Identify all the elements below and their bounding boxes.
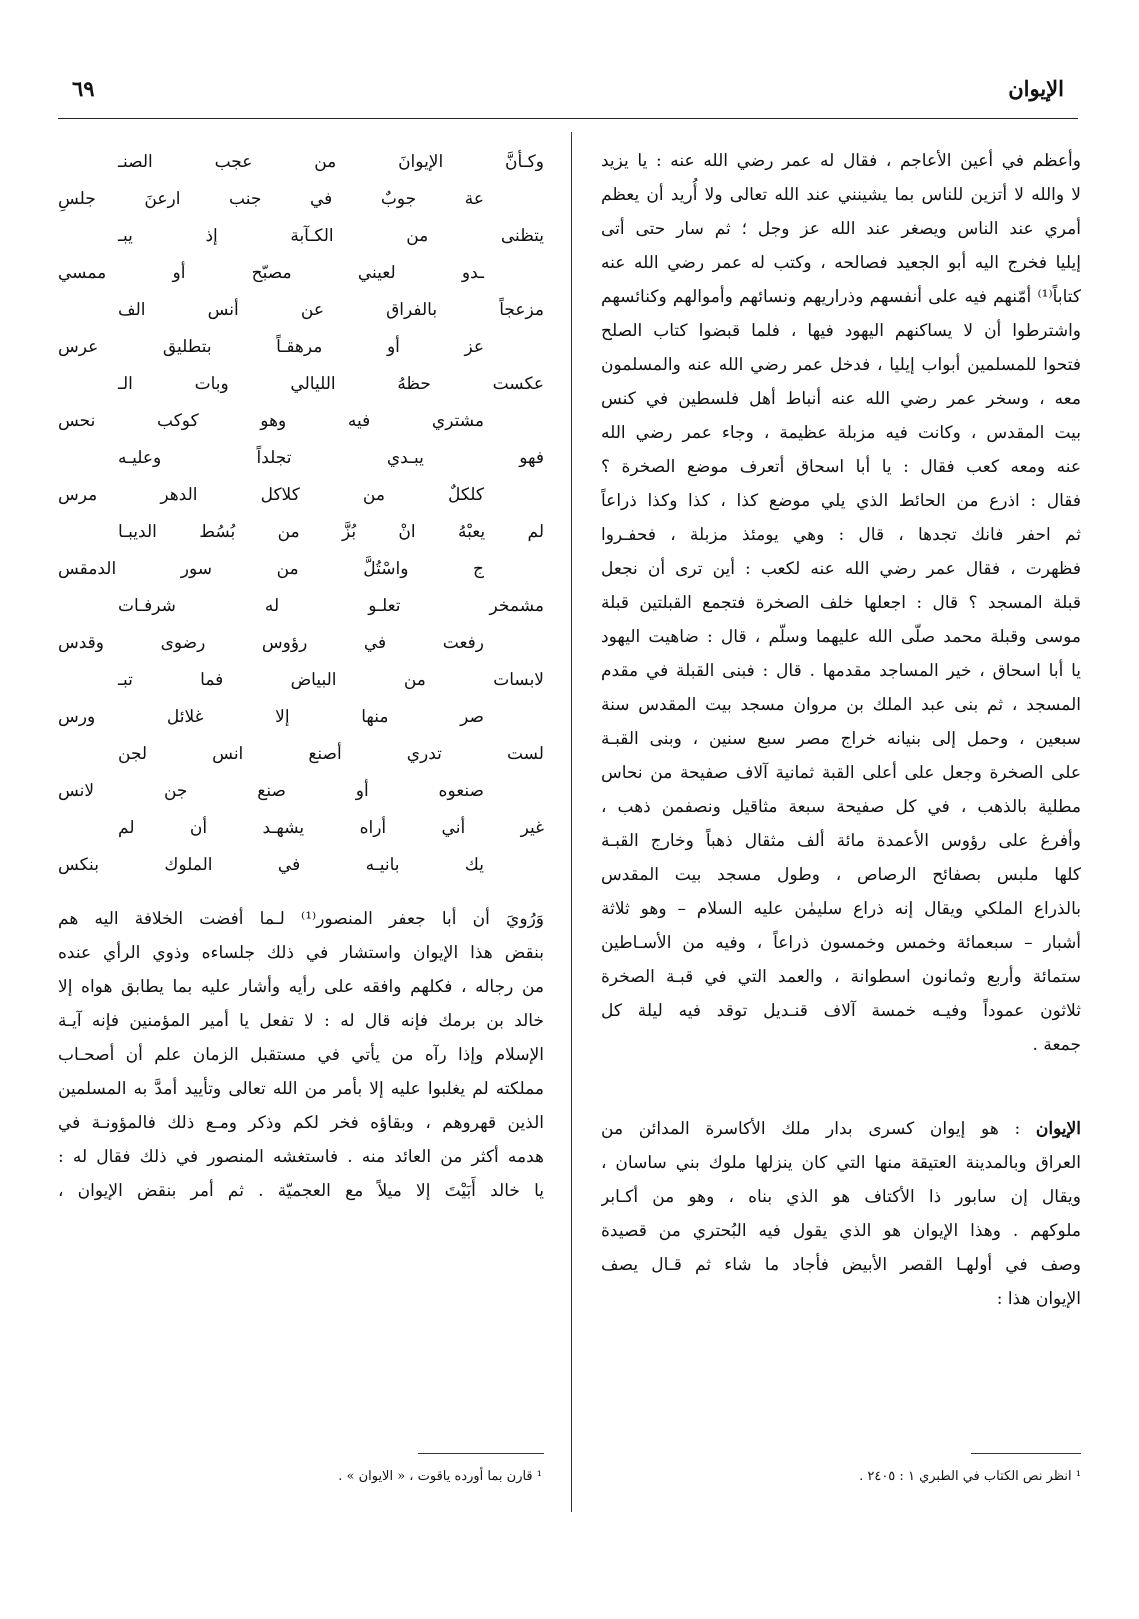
header-rule <box>58 118 1078 119</box>
poem-verse-line: عة جوبٌ في جنب ارعنَ جلسِ <box>58 189 484 209</box>
poem-verse-line: صنعوه أو صنع جن لانس <box>58 781 484 801</box>
poem-verse-line: رفعت في رؤوس رضوى وقدس <box>58 633 484 653</box>
text-line: واشترطوا أن لا يساكنهم اليهود فيها ، فلما قبضوا كتاب الصلح <box>601 321 1081 341</box>
poem-verse-line: يك بانيـه في الملوك بنكس <box>58 855 484 875</box>
text-line: المسجد ، ثم بنى عبد الملك بن مروان مسجد بيت المقدس سنة <box>601 695 1081 715</box>
poem-verse-line: لابسات من البياض فما تبـ <box>118 670 544 690</box>
paragraph-jerusalem <box>601 144 1081 1062</box>
left-column <box>58 144 544 1208</box>
text-line: خالد بن برمك فإنه قال له : لا تفعل يا أمير المؤمنين فإنه آيـة <box>58 1011 544 1031</box>
footnote-rule-right <box>971 1453 1081 1454</box>
text-line: وأفرغ على رؤوس الأعمدة مائة ألف مثقال ذهباً وخارج القبـة <box>601 831 1081 851</box>
poem-verse-line: كلكلٌ من كلاكل الدهر مرس <box>58 485 484 505</box>
text-line: لا والله لا أتزين للناس بما يشينني عند الله تعالى ولا أُريد أن يعظم <box>601 185 1081 205</box>
poem <box>58 144 544 884</box>
text-line: فقال : اذرع من الحائط الذي يلي موضع كذا ، كذا وكذا ذراعاً <box>601 491 1081 511</box>
poem-verse-line: مشتري فيه وهو كوكب نحس <box>58 411 484 431</box>
footnote-right: ¹ انظر نص الكتاب في الطبري ١ : ٢٤٠٥ . <box>859 1469 1081 1484</box>
text-line: فتحوا للمسلمين أبواب إيليا ، فدخل عمر رضي الله عنه والمسلمون <box>601 355 1081 375</box>
poem-verse-line: لم يعبْهُ انْ بُزَّ من بُسُط الديبـا <box>118 522 544 542</box>
poem-verse-line: لست تدري أصنع انس لجن <box>118 744 544 764</box>
text-line: مملكته لم يغلبوا عليه إلا بأمر من الله تعالى وتأييد أمدَّ به المسلمين <box>58 1079 544 1099</box>
footnote-rule-left <box>418 1453 544 1454</box>
footnote-left: ¹ قارن بما أورده ياقوت ، « الايوان » . <box>338 1469 542 1484</box>
text-line: جمعة . <box>1032 1035 1081 1055</box>
poem-verse-line: صر منها إلا غلائل ورس <box>58 707 484 727</box>
text-line: من رجاله ، فكلهم وافقه على رأيه وأشار عليه بما يطابق هواه إلا <box>58 977 544 997</box>
page-number: ٦٩ <box>72 76 95 101</box>
text-line: الإيوان هذا : <box>996 1289 1081 1309</box>
poem-verse-line: فهو يبـدي تجلداً وعليـه <box>118 448 544 468</box>
text-line: بالذراع الملكي ويقال إنه ذراع سليمٰن عليه السلام – وهو ثلاثة <box>601 899 1081 919</box>
text-line <box>601 1112 1081 1146</box>
text-line: الذين قهروهم ، وبقاؤه فخر لكم وذكر ومـع ذلك فالمؤونـة في <box>58 1113 544 1133</box>
text-line: فظهرت ، فقال عمر رضي الله عنه لكعب : أين ترى أن نجعل <box>601 559 1081 579</box>
poem-verse-line: مزعجاً بالفراق عن أنس الف <box>118 300 544 320</box>
text-line: وَرُويَ أن أبا جعفر المنصور⁽¹⁾ لـما أفضت الخلافة اليه هم <box>58 909 544 929</box>
text-line: إيليا فخرج اليه أبو الجعيد فصالحه ، وكتب له عمر رضي الله عنه <box>601 253 1081 273</box>
text-line: العراق وبالمدينة العتيقة منها التي كان ينزلها ملوك بني ساسان ، <box>601 1153 1081 1173</box>
text-line: عنه ومعه كعب فقال : يا أبا اسحاق أتعرف موضع الصخرة ؟ <box>601 457 1081 477</box>
text-line: ويقال إن سابور ذا الأكتاف هو الذي بناه ، وهو من أكـابر <box>601 1187 1081 1207</box>
running-title: الإيوان <box>1008 76 1064 101</box>
text-line: ثم احفر فانك تجدها ، قال : وهي يومئذ مزبلة ، فحفـروا <box>601 525 1081 545</box>
poem-verse-line: ـدو لعيني مصبّح أو ممسي <box>58 263 484 283</box>
poem-verse-line: عز أو مرهقـاً بتطليق عرس <box>58 337 484 357</box>
text-line: سبعين ، وحمل إلى بنيانه خراج مصر سبع سنين ، وبنى القبـة <box>601 729 1081 749</box>
text-line: أمري عند الناس ويصغر عند الله عز وجل ؛ ثم سار حتى أتى <box>601 219 1081 239</box>
text-line: معه ، وسخر عمر رضي الله عنه أنباط أهل فلسطين في كنس <box>601 389 1081 409</box>
poem-verse-line: عكست حظهُ الليالي وبات الـ <box>118 374 544 394</box>
text-line: موسى وقبلة محمد صلّى الله عليهما وسلّم ، قال : ضاهيت اليهود <box>601 627 1081 647</box>
text-line: وصف في أولهـا القصر الأبيض فأجاد ما شاء ثم قـال يصف <box>601 1255 1081 1275</box>
text-line: قبلة المسجد ؟ قال : اجعلها خلف الصخرة فتجمع القبلتين قبلة <box>601 593 1081 613</box>
text-line: مطلية بالذهب ، في كل صفيحة سبعة مثاقيل ونصفمن ذهب ، <box>601 797 1081 817</box>
poem-verse-line: يتظنى من الكـآبة إذ يبـ <box>118 226 544 246</box>
text-line: ستمائة وأربع وثمانون اسطوانة ، والعمد التي في قبـة الصخرة <box>601 967 1081 987</box>
text-line: بنقض هذا الإيوان واستشار في ذلك جلساءه وذوي الرأي عنده <box>58 943 544 963</box>
paragraph-iwan-entry <box>601 1112 1081 1316</box>
text-line: يا أبا اسحاق ، خير المساجد مقدمها . قال : فبنى القبلة في مقدم <box>601 661 1081 681</box>
entry-text: : هو إيوان كسرى بدار ملك الأكاسرة المدائن من <box>601 1119 1036 1139</box>
text-line: الإسلام وإذا رآه من يأتي في مستقبل الزمان علم أن أصحـاب <box>58 1045 544 1065</box>
text-line: كتاباً⁽¹⁾ أمّنهم فيه على أنفسهم وذراريهم ونسائهم وأموالهم وكنائسهم <box>601 287 1081 307</box>
poem-verse-line: مشمخر تعلـو له شرفـات <box>118 596 544 616</box>
text-line: بيت المقدس ، وكانت فيه مزبلة عظيمة ، وجاء عمر رضي الله <box>601 423 1081 443</box>
paragraph-gap <box>601 1062 1081 1112</box>
column-divider <box>571 132 572 1512</box>
text-line: ملوكهم . وهذا الإيوان هو الذي يقول فيه البُحتري من قصيدة <box>601 1221 1081 1241</box>
entry-headword: الإيوان <box>1035 1119 1081 1139</box>
paragraph-mansur <box>58 902 544 1208</box>
poem-verse-line: وكـأنَّ الإيوانَ من عجب الصنـ <box>118 152 544 172</box>
text-line: على الصخرة وجعل على أعلى القبة ثمانية آلاف صفيحة من نحاس <box>601 763 1081 783</box>
page-header <box>56 68 1080 112</box>
text-line: أشبار – سبعمائة وخمس وخمسون ذراعاً ، وفيه من الأسـاطين <box>601 933 1081 953</box>
text-line: هدمه أكثر من العائد منه . فاستغشه المنصور في ذلك فقال له : <box>58 1147 544 1167</box>
poem-verse-line: غير أني أراه يشهـد أن لم <box>118 818 544 838</box>
text-line: يا خالد أَبَيْتَ إلا ميلاً مع العجميّة . ثم أمر بنقض الإيوان ، <box>58 1181 544 1201</box>
right-column <box>601 144 1081 1316</box>
text-line: ثلاثون عموداً وفيـه خمسة آلاف قنـديل توقد فيه ليلة كل <box>601 1001 1081 1021</box>
text-line: وأعظم في أعين الأعاجم ، فقال له عمر رضي الله عنه : يا يزيد <box>601 151 1081 171</box>
text-line: كلها ملبس بصفائح الرصاص ، وطول مسجد بيت المقدس <box>601 865 1081 885</box>
poem-verse-line: ج واسْتُلَّ من سور الدمقس <box>58 559 484 579</box>
